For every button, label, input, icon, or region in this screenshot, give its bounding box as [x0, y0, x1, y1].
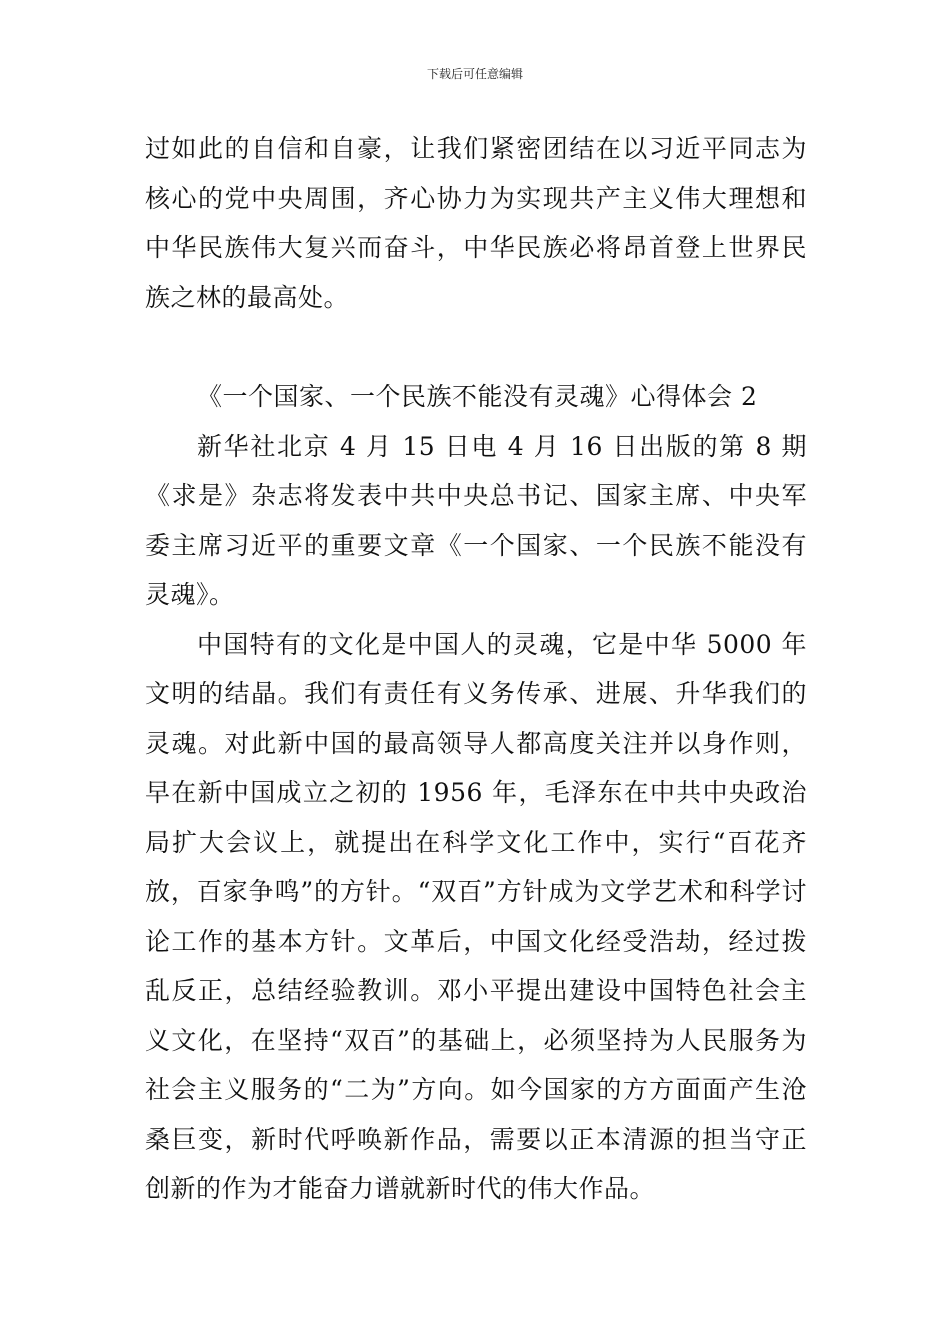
paragraph-culture: 中国特有的文化是中国人的灵魂，它是中华 5000 年文明的结晶。我们有责任有义务传承、进展、升华我们的灵魂。对此新中国的最高领导人都高度关注并以身作则，早在新中国成立之初的 1956 年，毛泽东在中共中央政治局扩大会议上，就提出在科学文化工作中，实行“百花齐放，百家争鸣”的方针。“双百”方针成为文学艺术和科学讨论工作的基本方针。文革后，中国文化经受浩劫，经过拨乱反正，总结经验教训。邓小平提出建设中国特色社会主义文化，在坚持“双百”的基础上，必须坚持为人民服务为社会主义服务的“二为”方向。如今国家的方方面面产生沧桑巨变，新时代呼唤新作品，需要以正本清源的担当守正创新的作为才能奋力谱就新时代的伟大作品。	[145, 629, 807, 1203]
paragraph-news-lead: 新华社北京 4 月 15 日电 4 月 16 日出版的第 8 期《求是》杂志将发表中共中央总书记、国家主席、中央军委主席习近平的重要文章《一个国家、一个民族不能没有灵魂》。	[145, 431, 807, 609]
paragraph-gap	[145, 322, 807, 372]
document-body	[145, 124, 807, 1214]
page-header: 下载后可任意编辑	[426, 67, 523, 81]
section-title: 《一个国家、一个民族不能没有灵魂》心得体会 2	[197, 382, 758, 411]
paragraph-continuation: 过如此的自信和自豪，让我们紧密团结在以习近平同志为核心的党中央周围，齐心协力为实现共产主义伟大理想和中华民族伟大复兴而奋斗，中华民族必将昂首登上世界民族之林的最高处。	[145, 134, 807, 312]
